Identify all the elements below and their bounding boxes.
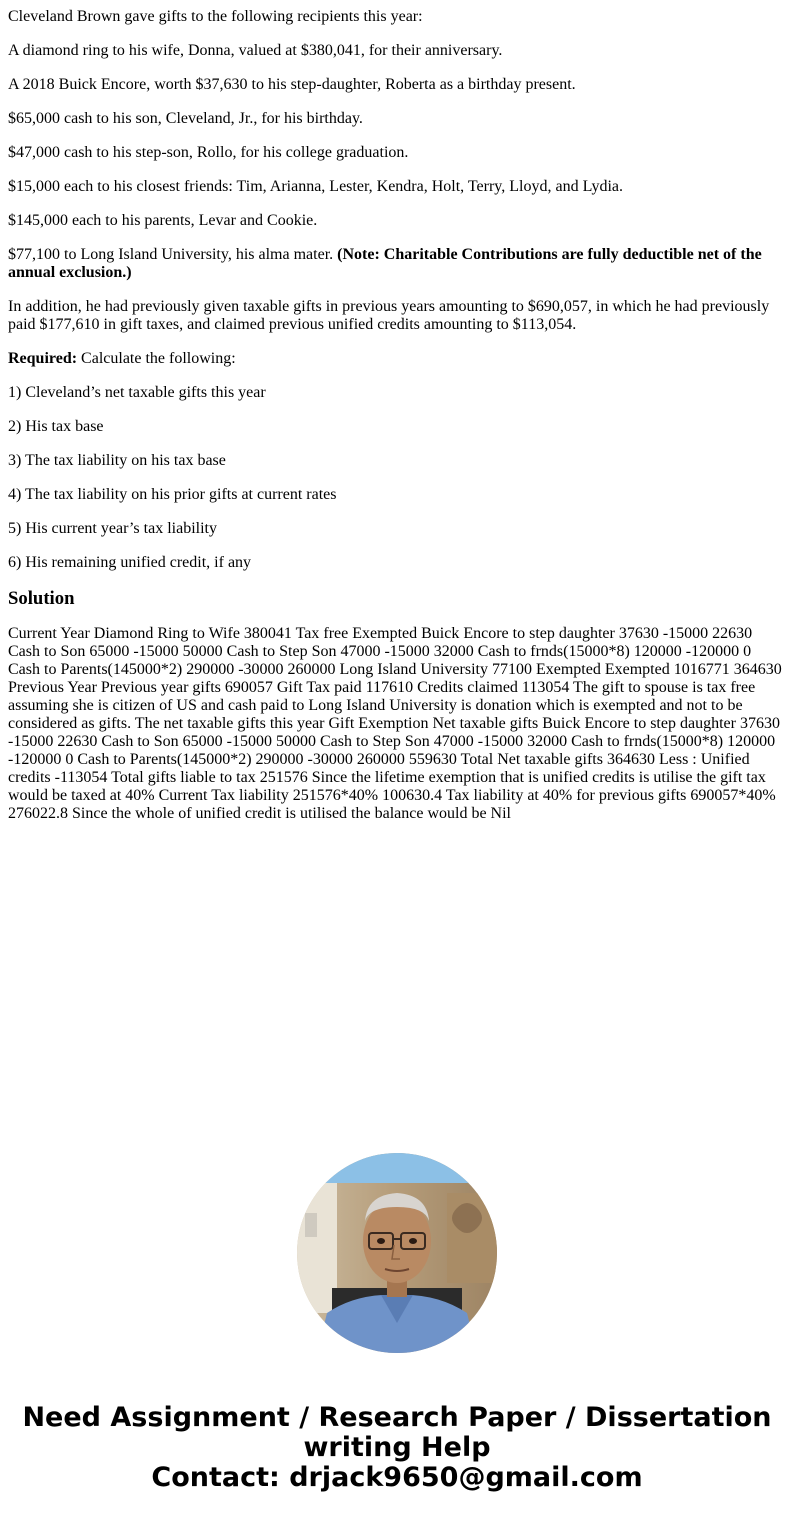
required-label: Required: xyxy=(8,350,78,367)
promo-footer xyxy=(0,1403,794,1493)
gift-item-step-daughter: A 2018 Buick Encore, worth $37,630 to his step-daughter, Roberta as a birthday present. xyxy=(8,76,576,93)
solution-text: Current Year Diamond Ring to Wife 380041 Tax free Exempted Buick Encore to step daughter 37630 -15000 22630 Cash to Son 65000 -15000 50000 Cash to Step Son 47000 -15000 32000 Cash to frnds(15000*8) 120000 -120000 0 Cash to Parents(145000*2) 290000 -30000 260000 Long Island University 77100 Exempted Exempted 1016771 364630 Previous Year Previous year gifts 690057 Gift Tax paid 117610 Credits claimed 113054 The gift to spouse is tax free assuming she is citizen of US and cash paid to Long Island University is donation which is exempted and not to be considered as gifts. The net taxable gifts this year Gift Exemption Net taxable gifts Buick Encore to step daughter 37630 -15000 22630 Cash to Son 65000 -15000 50000 Cash to Step Son 47000 -15000 32000 Cash to frnds(15000*8) 120000 -120000 0 Cash to Parents(145000*2) 290000 -30000 260000 559630 Total Net taxable gifts 364630 Less : Unified credits -113054 Total gifts liable to tax 251576 Since the lifetime exemption that is unified credits is utilise the gift tax would be taxed at 40% Current Tax liability 251576*40% 100630.4 Tax liability at 40% for previous gifts 690057*40% 276022.8 Since the whole of unified credit is utilised the balance would be Nil xyxy=(8,625,782,822)
footer-contact-line: Contact: drjack9650@gmail.com xyxy=(151,1462,643,1493)
task-item-5: 5) His current year’s tax liability xyxy=(8,520,217,537)
gift-item-wife: A diamond ring to his wife, Donna, valued at $380,041, for their anniversary. xyxy=(8,42,503,59)
task-item-6: 6) His remaining unified credit, if any xyxy=(8,554,252,571)
gift-item-parents: $145,000 each to his parents, Levar and Cookie. xyxy=(8,212,318,229)
footer-line-1: Need Assignment / Research Paper / Dissertation xyxy=(22,1402,772,1433)
gift-item-son: $65,000 cash to his son, Cleveland, Jr., for his birthday. xyxy=(8,110,363,127)
gift-item-university xyxy=(8,246,786,282)
task-item-2: 2) His tax base xyxy=(8,418,104,435)
university-gift-text: $77,100 to Long Island University, his alma mater. xyxy=(8,246,338,263)
task-item-1: 1) Cleveland’s net taxable gifts this year xyxy=(8,384,266,401)
prior-gifts-text: In addition, he had previously given taxable gifts in previous years amounting to $690,057, in which he had previously paid $177,610 in gift taxes, and claimed previous unified credits amounting to $113,054. xyxy=(8,298,770,333)
solution-heading: Solution xyxy=(8,588,75,609)
task-item-4: 4) The tax liability on his prior gifts at current rates xyxy=(8,486,337,503)
required-line xyxy=(8,350,786,368)
gift-item-friends: $15,000 each to his closest friends: Tim, Arianna, Lester, Kendra, Holt, Terry, Lloyd, and Lydia. xyxy=(8,178,624,195)
author-avatar xyxy=(297,1153,497,1353)
avatar-portrait-image xyxy=(297,1153,497,1353)
charitable-note: (Note: Charitable Contributions are fully deductible net of the annual exclusion.) xyxy=(8,246,762,281)
question-content xyxy=(8,8,786,823)
required-text: Calculate the following: xyxy=(77,350,236,367)
question-intro: Cleveland Brown gave gifts to the following recipients this year: xyxy=(8,8,423,25)
footer-line-2: writing Help xyxy=(303,1432,491,1463)
task-item-3: 3) The tax liability on his tax base xyxy=(8,452,226,469)
gift-item-step-son: $47,000 cash to his step-son, Rollo, for his college graduation. xyxy=(8,144,409,161)
